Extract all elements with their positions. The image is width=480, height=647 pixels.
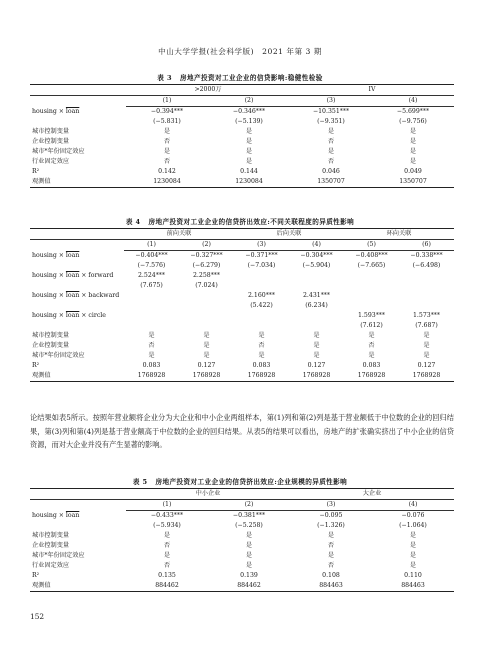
table-cell: (5.422) [250, 302, 273, 309]
table-cell: 0.046 [322, 168, 340, 175]
table-cell [234, 271, 289, 281]
table-cell [179, 311, 234, 321]
running-head: 中山大学学报(社会科学版) 2021 年第 3 期 [158, 47, 322, 56]
table-cell: 是 [163, 128, 171, 135]
table-cell: (−5.934) [153, 522, 181, 529]
table-cell: 884462 [208, 581, 290, 592]
column-header: (3) [234, 240, 289, 251]
table4-title: 房地产投资对工业企业的信贷挤出效应:不同关联程度的异质性影响 [148, 218, 355, 226]
table-cell: 0.135 [158, 572, 176, 579]
row-label [30, 301, 124, 311]
table3-caption [0, 72, 480, 82]
row-label: R² [32, 572, 40, 579]
table-cell: 是 [148, 352, 155, 359]
table3-label: 表 3 [157, 74, 172, 82]
table-cell: (−7.665) [357, 262, 386, 269]
table-cell: 否 [163, 562, 171, 569]
table-cell: 0.083 [362, 362, 381, 369]
table-cell: 是 [258, 332, 265, 339]
row-label: housing × loan × circle [32, 312, 106, 319]
table-cell: 1230084 [208, 177, 290, 188]
row-label: 城市*年份固定效应 [32, 148, 85, 155]
table-cell: −0.381*** [232, 512, 266, 519]
table-cell: (6.234) [305, 302, 328, 309]
table-cell: 是 [313, 332, 320, 339]
table-cell: (−6.279) [192, 262, 221, 269]
table-cell: 884463 [290, 581, 372, 592]
table-cell: 0.127 [417, 362, 436, 369]
table-cell: 是 [409, 138, 417, 145]
table3-title: 房地产投资对工业企业的信贷影响:稳健性检验 [179, 74, 323, 82]
column-header: (4) [372, 96, 454, 107]
table-cell: 是 [409, 552, 417, 559]
table-cell: 1350707 [290, 177, 372, 188]
table-cell: 否 [163, 542, 171, 549]
column-header: (1) [126, 96, 208, 107]
table-cell: (−7.576) [137, 262, 166, 269]
table-cell: 1230084 [126, 177, 208, 188]
table-cell: 是 [313, 352, 320, 359]
table-cell [234, 281, 289, 291]
table5-group-row [30, 489, 454, 500]
table-cell: (−5.904) [302, 262, 331, 269]
table-cell: 1768928 [179, 371, 234, 382]
row-label: 观测值 [30, 371, 124, 382]
page-number: 152 [30, 612, 45, 621]
table4-group: 环向关联 [344, 229, 454, 240]
table-row [30, 321, 454, 331]
table-row [30, 361, 454, 371]
table-cell [124, 321, 179, 331]
table-cell: 是 [423, 332, 430, 339]
column-header: (2) [179, 240, 234, 251]
table-cell: 0.127 [307, 362, 326, 369]
table4 [30, 228, 454, 382]
table-cell: 是 [423, 342, 430, 349]
body-paragraph: 论结果如表5所示。按照年营业额将企业分为大企业和中小企业两组样本，第(1)列和第(2)列是基于营业额低于中位数的企业的回归结果，第(3)列和第(4)列是基于营业额高于中位数的企业的回归结果。从表5的结果可以看出，房地产的扩张确实挤出了中小企业的信贷资源，而对大企业并没有产生显著的影响。 [30, 413, 454, 449]
row-label: housing × loan × backward [32, 292, 120, 299]
table-cell: 否 [327, 138, 335, 145]
table-cell: (7.612) [360, 322, 383, 329]
table-row [30, 561, 454, 571]
table-cell: 1768928 [399, 371, 454, 382]
column-header: (6) [399, 240, 454, 251]
row-label: 企业控制变量 [32, 342, 70, 349]
column-header: (3) [290, 96, 372, 107]
table-cell: 是 [327, 148, 335, 155]
table-cell: 是 [368, 332, 375, 339]
table-cell [344, 271, 399, 281]
row-label [30, 521, 126, 531]
table-row [30, 511, 454, 522]
table-row [30, 107, 454, 118]
table-cell: 否 [327, 542, 335, 549]
table-cell [399, 301, 454, 311]
row-label: 城市控制变量 [32, 332, 70, 339]
table-cell: 884463 [372, 581, 454, 592]
table-cell [124, 291, 179, 301]
table-cell [344, 281, 399, 291]
row-label: R² [32, 362, 40, 369]
table4-group-row [30, 229, 454, 240]
table-cell [399, 281, 454, 291]
table-cell: 0.144 [240, 168, 258, 175]
row-label: 城市控制变量 [32, 532, 70, 539]
table-cell: −0.404*** [135, 252, 168, 259]
row-label: housing × loan [32, 511, 80, 519]
table-cell: −0.095 [319, 512, 343, 519]
table-cell: 否 [148, 342, 155, 349]
table-cell: (−5.258) [235, 522, 263, 529]
row-label [30, 321, 124, 331]
table-cell: 0.108 [322, 572, 340, 579]
table4-col-row [30, 240, 454, 251]
table-cell: 2.258*** [193, 272, 220, 279]
table-cell [289, 271, 344, 281]
row-label: housing × loan [32, 107, 80, 115]
table-cell: 是 [409, 158, 417, 165]
table-cell: 是 [163, 532, 171, 539]
table-cell: 否 [327, 158, 335, 165]
table-cell: 884462 [126, 581, 208, 592]
table-row [30, 331, 454, 341]
table-cell: −0.394*** [150, 108, 184, 115]
table-cell: 是 [245, 562, 253, 569]
table-row [30, 261, 454, 271]
row-label: 行业固定效应 [32, 562, 70, 569]
table-cell [124, 301, 179, 311]
table-cell: 是 [409, 542, 417, 549]
row-label: 行业固定效应 [32, 158, 70, 165]
table-cell: (−5.831) [153, 118, 181, 125]
table-cell: 是 [203, 352, 210, 359]
table-cell: 是 [245, 138, 253, 145]
table-cell: (7.675) [140, 282, 163, 289]
column-header: (2) [208, 96, 290, 107]
table-cell [399, 291, 454, 301]
table-cell: −0.371*** [245, 252, 278, 259]
table-cell [344, 291, 399, 301]
table-cell: −0.338*** [410, 252, 443, 259]
table-cell: 是 [245, 158, 253, 165]
table-cell: 否 [163, 158, 171, 165]
table-row [30, 521, 454, 531]
row-label: 企业控制变量 [32, 542, 70, 549]
table-row [30, 137, 454, 147]
table-cell: 是 [409, 532, 417, 539]
table-cell: (−6.498) [412, 262, 441, 269]
table5-caption [0, 476, 480, 486]
table-cell: 0.142 [158, 168, 176, 175]
table-cell: 0.127 [197, 362, 216, 369]
table-cell: 否 [258, 342, 265, 349]
table-cell: 否 [327, 562, 335, 569]
table3-group-row [30, 85, 454, 96]
table4-caption [0, 216, 480, 226]
table-cell: 0.049 [404, 168, 422, 175]
table-row [30, 351, 454, 361]
table-cell: 1768928 [289, 371, 344, 382]
table-cell: 1768928 [234, 371, 289, 382]
row-label [30, 281, 124, 291]
table-cell: 是 [313, 342, 320, 349]
row-label: 观测值 [30, 177, 126, 188]
table4-label: 表 4 [125, 218, 141, 226]
table-row [30, 531, 454, 541]
table5-group: 中小企业 [126, 489, 290, 500]
table-row [30, 127, 454, 137]
table-cell: 是 [245, 532, 253, 539]
table-cell: 否 [163, 138, 171, 145]
table-cell [399, 271, 454, 281]
table-cell: 是 [203, 342, 210, 349]
table-cell: 1768928 [344, 371, 399, 382]
table-cell: −0.408*** [355, 252, 388, 259]
table-cell: 0.083 [252, 362, 271, 369]
column-header: (4) [372, 500, 454, 511]
table-cell: 是 [203, 332, 210, 339]
table-cell: 是 [163, 148, 171, 155]
row-label: 企业控制变量 [32, 138, 70, 145]
table-cell: 0.110 [404, 572, 422, 579]
table-cell: 2.160*** [248, 292, 275, 299]
table3-group: >2000万 [126, 85, 290, 96]
row-label: R² [32, 168, 40, 175]
table-cell: 是 [409, 128, 417, 135]
table-cell [179, 291, 234, 301]
table-cell: −0.076 [401, 512, 425, 519]
table-cell: −0.433*** [150, 512, 184, 519]
table-row [30, 371, 454, 382]
column-header: (2) [208, 500, 290, 511]
table-cell [344, 301, 399, 311]
table-cell: 否 [368, 342, 375, 349]
table-cell: 是 [245, 128, 253, 135]
table3-col-row [30, 96, 454, 107]
table-row [30, 541, 454, 551]
table-row [30, 291, 454, 301]
table-row [30, 271, 454, 281]
table-row [30, 157, 454, 167]
table3-group: IV [290, 85, 454, 96]
table-cell [289, 311, 344, 321]
table-cell [289, 321, 344, 331]
table-row [30, 177, 454, 188]
table-cell: 是 [409, 148, 417, 155]
table-cell: 0.139 [240, 572, 258, 579]
table-cell: 是 [245, 542, 253, 549]
table-row [30, 117, 454, 127]
table-cell [289, 281, 344, 291]
table5 [30, 488, 454, 592]
table-cell: 是 [327, 552, 335, 559]
table3 [30, 84, 454, 188]
row-label: 城市*年份固定效应 [32, 552, 85, 559]
table-cell [234, 311, 289, 321]
table-cell: 是 [258, 352, 265, 359]
table-cell: 是 [327, 532, 335, 539]
table-cell: −0.304*** [300, 252, 333, 259]
table-cell: (−1.064) [399, 522, 427, 529]
row-label: 观测值 [30, 581, 126, 592]
table-cell: (7.024) [195, 282, 218, 289]
table-cell: (−1.326) [317, 522, 345, 529]
table-cell: 1768928 [124, 371, 179, 382]
table5-label: 表 5 [132, 478, 148, 486]
table-cell: 是 [327, 128, 335, 135]
column-header: (3) [290, 500, 372, 511]
table-cell: 2.431*** [303, 292, 330, 299]
column-header: (5) [344, 240, 399, 251]
table-row [30, 301, 454, 311]
table5-group: 大企业 [290, 489, 454, 500]
table-cell: 是 [148, 332, 155, 339]
table-cell: (−7.034) [247, 262, 276, 269]
table-cell: 1350707 [372, 177, 454, 188]
table-row [30, 571, 454, 581]
row-label [30, 117, 126, 127]
column-header: (4) [289, 240, 344, 251]
table-cell: 0.083 [142, 362, 161, 369]
table-cell: −10.351*** [312, 108, 350, 115]
table-cell: 是 [163, 552, 171, 559]
row-label: 城市控制变量 [32, 128, 70, 135]
table-cell: 2.524*** [138, 272, 165, 279]
row-label: 城市*年份固定效应 [32, 352, 85, 359]
table-cell: 是 [245, 148, 253, 155]
table5-title: 房地产投资对工业企业的信贷挤出效应:企业规模的异质性影响 [155, 478, 348, 486]
table5-col-row [30, 500, 454, 511]
table4-group: 后向关联 [234, 229, 344, 240]
table-cell: 1.573*** [413, 312, 440, 319]
table-cell [124, 311, 179, 321]
table-row [30, 341, 454, 351]
table-cell: −0.327*** [190, 252, 223, 259]
table-cell: 是 [368, 352, 375, 359]
table-cell: (−5.139) [235, 118, 263, 125]
table-row [30, 281, 454, 291]
table-row [30, 167, 454, 177]
row-label: housing × loan × forward [32, 272, 114, 279]
row-label [30, 261, 124, 271]
table-cell: 是 [409, 562, 417, 569]
table-cell: −0.346*** [232, 108, 266, 115]
table-cell: (−9.351) [317, 118, 345, 125]
table-cell: 1.593*** [358, 312, 385, 319]
table-row [30, 147, 454, 157]
column-header: (1) [124, 240, 179, 251]
table-row [30, 251, 454, 262]
table-cell: −5.699*** [396, 108, 430, 115]
table-cell [179, 301, 234, 311]
table-cell: 是 [245, 552, 253, 559]
table-row [30, 551, 454, 561]
table-cell: 是 [423, 352, 430, 359]
table-cell [179, 321, 234, 331]
row-label: housing × loan [32, 251, 80, 259]
table-cell [234, 321, 289, 331]
table-row [30, 581, 454, 592]
table-cell: (−9.756) [399, 118, 427, 125]
table4-group: 前向关联 [124, 229, 234, 240]
table-cell: (7.687) [415, 322, 438, 329]
column-header: (1) [126, 500, 208, 511]
table-row [30, 311, 454, 321]
